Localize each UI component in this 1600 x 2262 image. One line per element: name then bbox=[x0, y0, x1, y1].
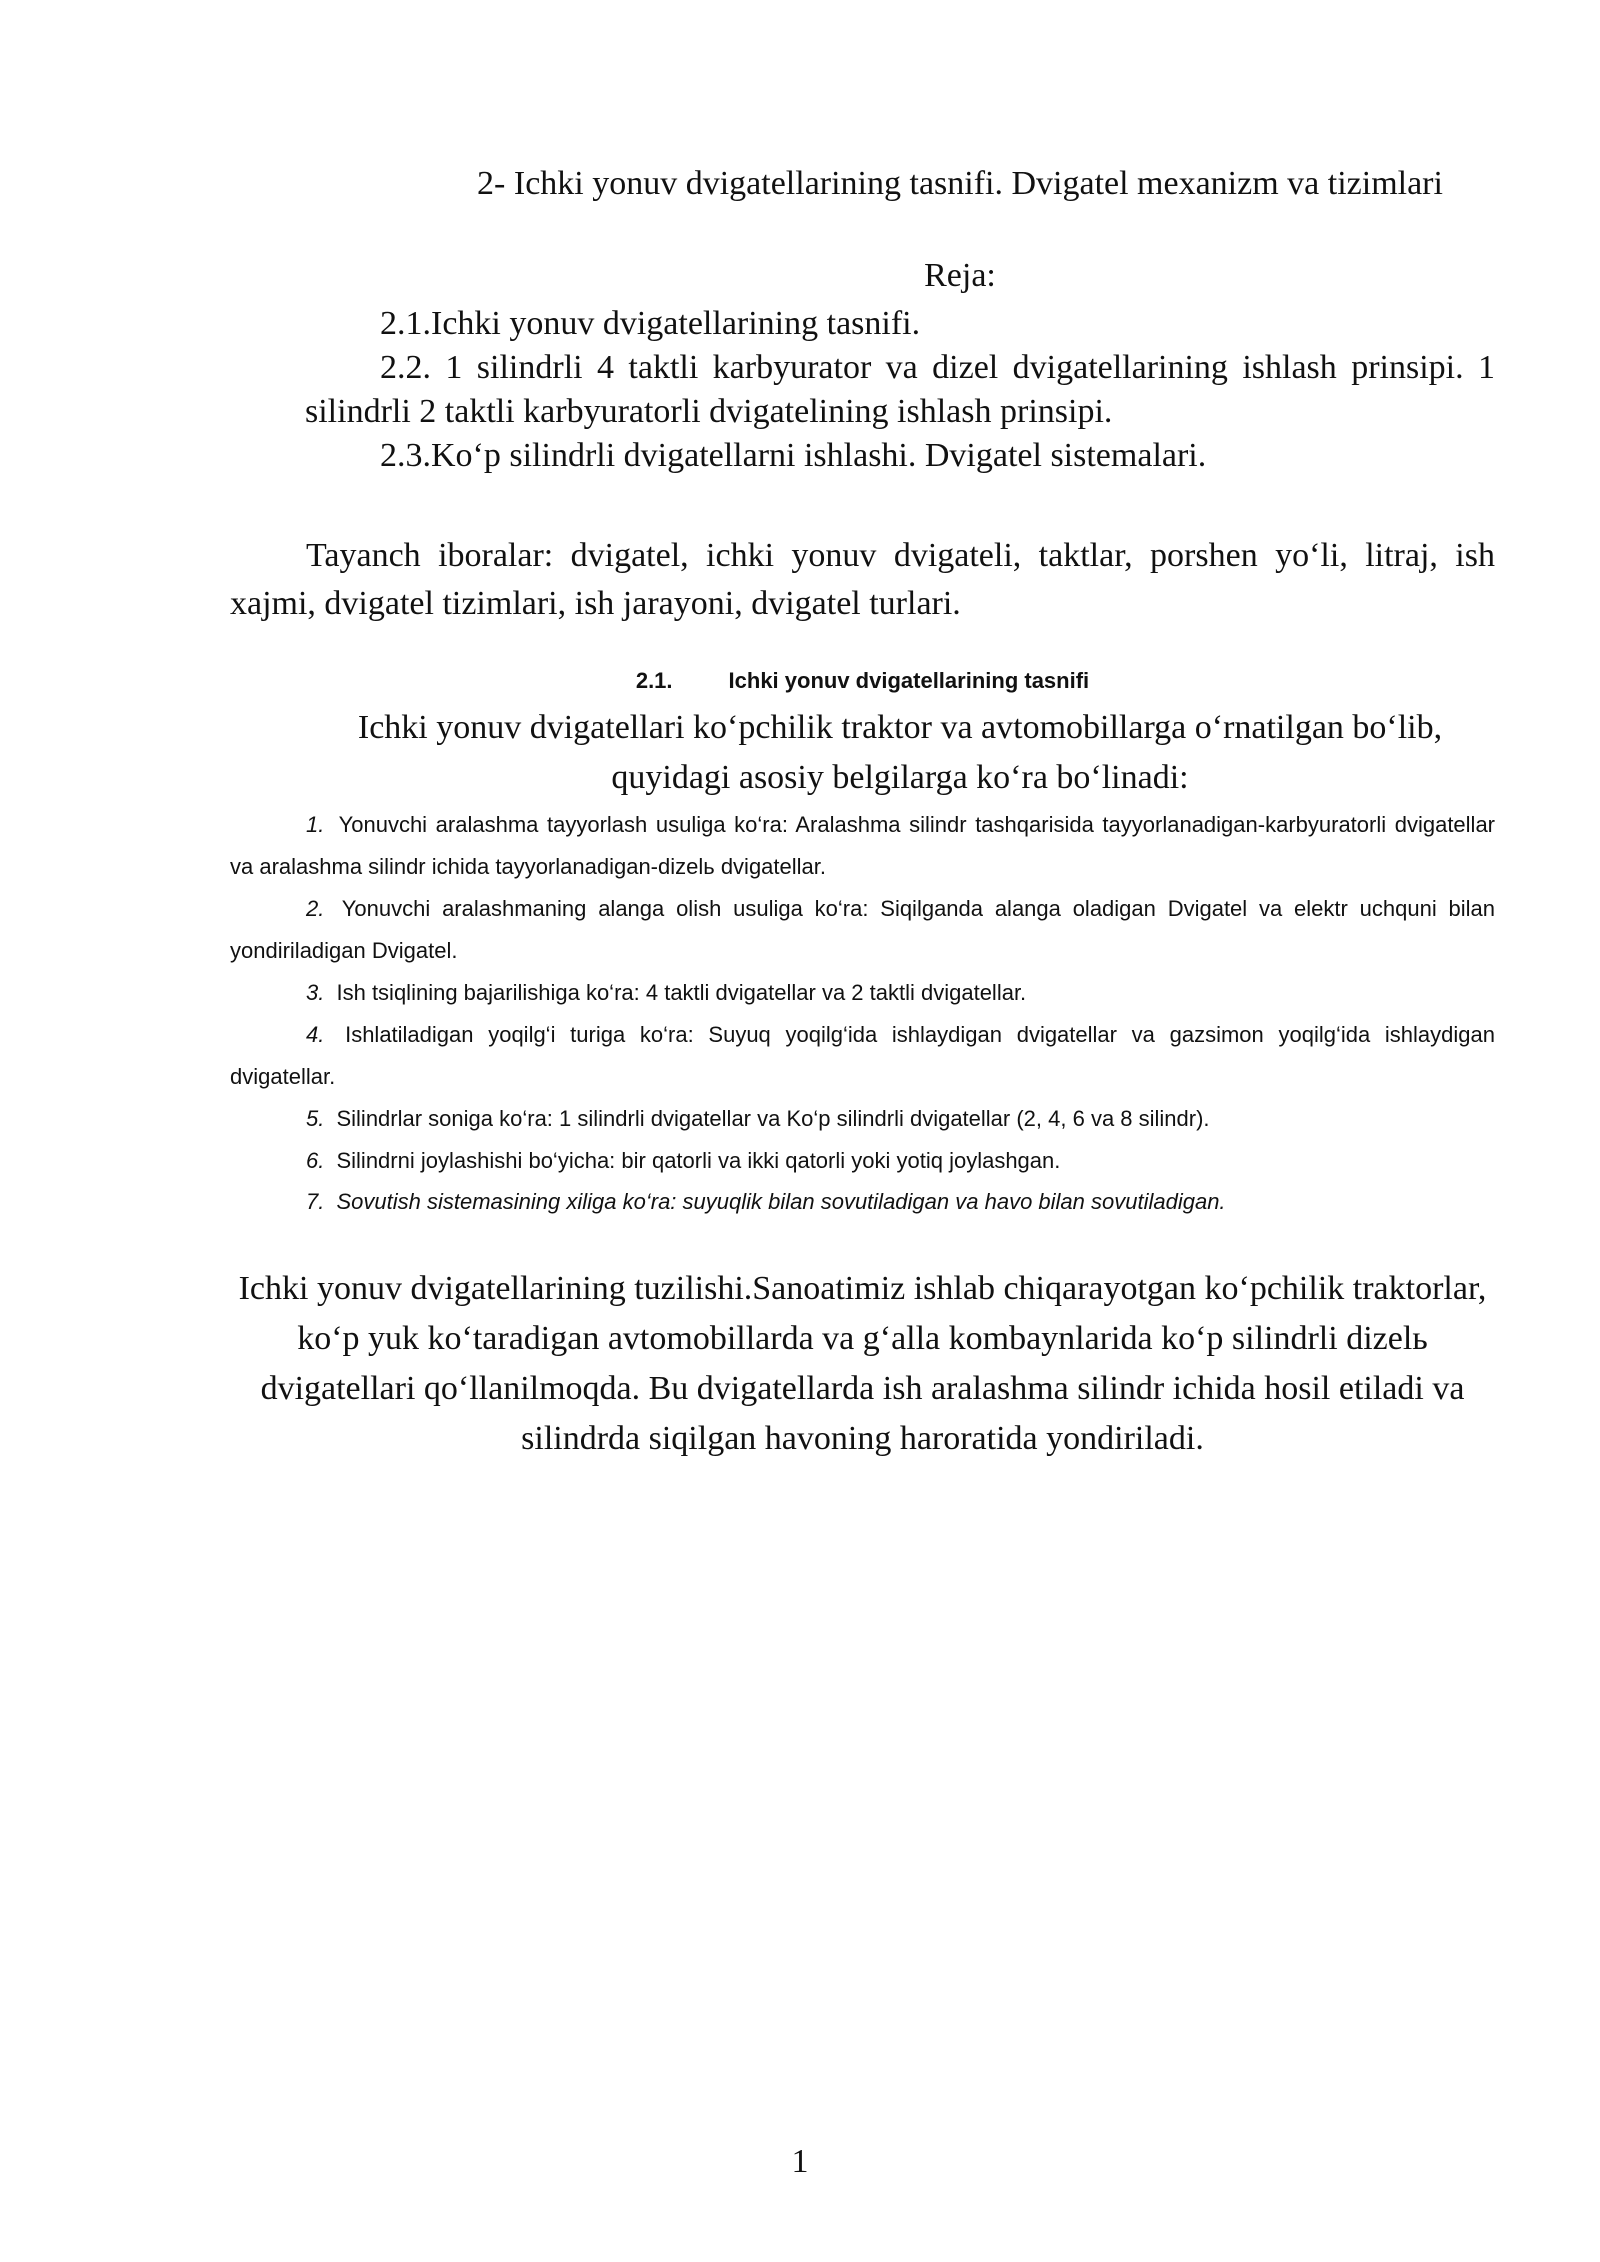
list-item-number: 6. bbox=[306, 1148, 325, 1173]
list-item bbox=[230, 1182, 1495, 1222]
list-item-text: Silindrlar soniga ko‘ra: 1 silindrli dvigatellar va Ko‘p silindrli dvigatellar (2, 4, 6 va 8 silindr). bbox=[336, 1106, 1210, 1131]
plan-item-3: 2.3.Ko‘p silindrli dvigatellarni ishlashi. Dvigatel sistemalari. bbox=[380, 437, 1207, 474]
section-title: Ichki yonuv dvigatellarining tasnifi bbox=[728, 668, 1090, 693]
list-item-number: 1. bbox=[306, 812, 325, 837]
list-item-number: 4. bbox=[306, 1022, 325, 1047]
list-item-text: Yonuvchi aralashmaning alanga olish usuliga ko‘ra: Siqilganda alanga oladigan Dvigatel va elektr uchquni bilan yondiriladigan Dvigatel. bbox=[230, 896, 1496, 963]
list-item-text: Yonuvchi aralashma tayyorlash usuliga ko‘ra: Aralashma silindr tashqarisida tayyorlanadigan-karbyuratorli dvigatellar va aralashma silindr ichida tayyorlanadigan-dizelь dvigatellar. bbox=[230, 812, 1496, 879]
list-item bbox=[230, 888, 1495, 972]
section-heading bbox=[230, 666, 1495, 696]
structure-paragraph: Ichki yonuv dvigatellarining tuzilishi.Sanoatimiz ishlab chiqarayotgan ko‘pchilik traktorlar, ko‘p yuk ko‘taradigan avtomobillarda va g‘alla kombaynlarida ko‘p silindrli dizelь dvigatellari qo‘llanilmoqda. Bu dvigatellarda ish aralashma silindr ichida hosil etiladi va silindrda siqilgan havoning haroratida yondiriladi. bbox=[238, 1270, 1487, 1457]
classification-list bbox=[230, 804, 1495, 1222]
list-item bbox=[230, 804, 1495, 888]
list-item bbox=[230, 1098, 1495, 1140]
list-item-text: Sovutish sistemasining xiliga ko‘ra: suyuqlik bilan sovutiladigan va havo bilan sovutiladigan. bbox=[336, 1189, 1226, 1214]
list-item bbox=[230, 972, 1495, 1014]
plan-item-1: 2.1.Ichki yonuv dvigatellarining tasnifi. bbox=[380, 305, 921, 342]
keywords-paragraph: Tayanch iboralar: dvigatel, ichki yonuv dvigateli, taktlar, porshen yo‘li, litraj, ish xajmi, dvigatel tizimlari, ish jarayoni, dvigatel turlari. bbox=[230, 537, 1495, 622]
list-item-text: Ish tsiqlining bajarilishiga ko‘ra: 4 taktli dvigatellar va 2 taktli dvigatellar. bbox=[336, 980, 1027, 1005]
list-item bbox=[230, 1014, 1495, 1098]
plan-item-2: 2.2. 1 silindrli 4 taktli karbyurator va dizel dvigatellarining ishlash prinsipi. 1 silindrli 2 taktli karbyuratorli dvigatelining ishlash prinsipi. bbox=[305, 349, 1495, 430]
plan-heading: Reja: bbox=[924, 257, 996, 294]
list-item-text: Silindrni joylashishi bo‘yicha: bir qatorli va ikki qatorli yoki yotiq joylashgan. bbox=[336, 1148, 1061, 1173]
list-item-number: 5. bbox=[306, 1106, 325, 1131]
section-number: 2.1. bbox=[635, 668, 673, 693]
list-item-number: 2. bbox=[306, 896, 325, 921]
list-item-number: 3. bbox=[306, 980, 325, 1005]
page-number: 1 bbox=[791, 2143, 809, 2180]
list-item bbox=[230, 1140, 1495, 1182]
intro-paragraph: Ichki yonuv dvigatellari ko‘pchilik traktor va avtomobillarga o‘rnatilgan bo‘lib, quyidagi asosiy belgilarga ko‘ra bo‘linadi: bbox=[357, 709, 1443, 796]
document-title: 2- Ichki yonuv dvigatellarining tasnifi. Dvigatel mexanizm va tizimlari bbox=[477, 165, 1443, 202]
list-item-number: 7. bbox=[306, 1189, 325, 1214]
list-item-text: Ishlatiladigan yoqilg‘i turiga ko‘ra: Suyuq yoqilg‘ida ishlaydigan dvigatellar va gazsimon yoqilg‘ida ishlaydigan dvigatellar. bbox=[230, 1022, 1495, 1089]
